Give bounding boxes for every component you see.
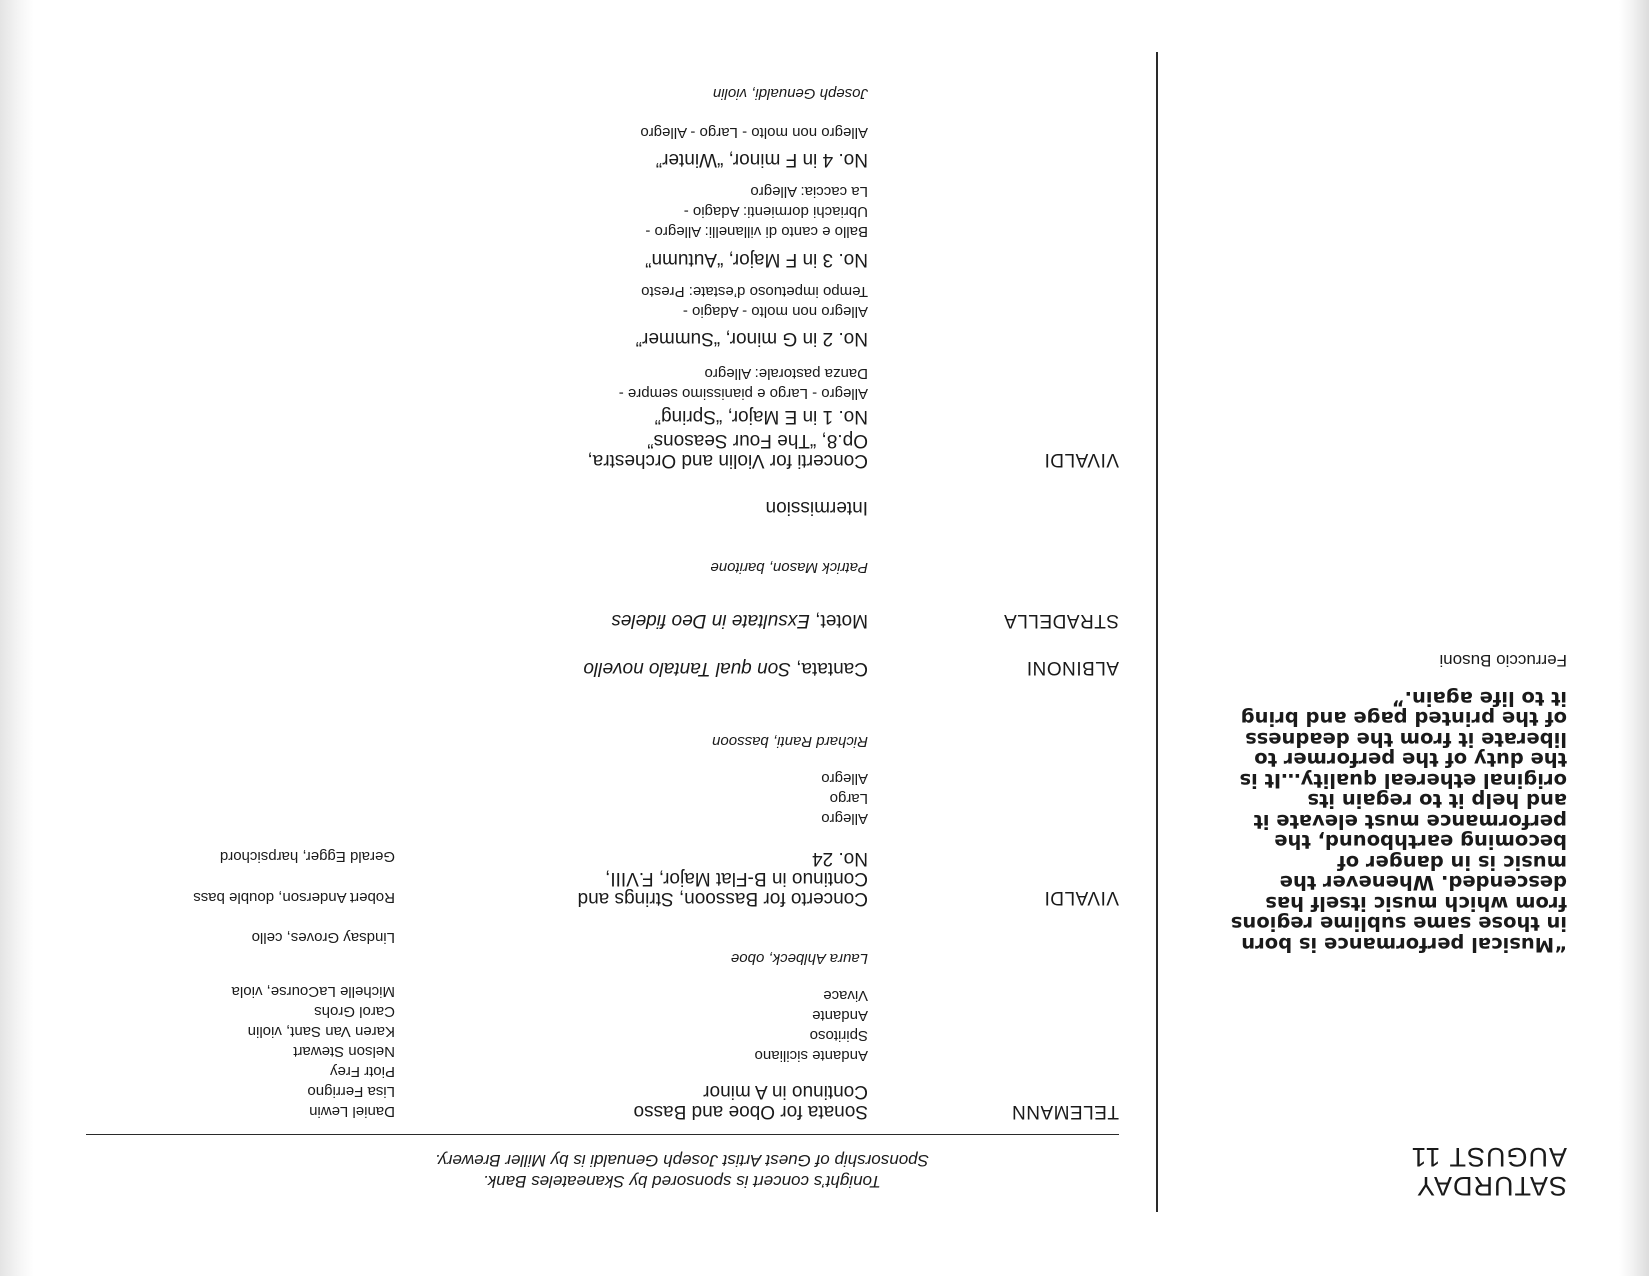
autumn-title: No. 3 in F Major, “Autumn” (645, 249, 868, 270)
ensemble-member: Gerald Egger, harpsichord (219, 848, 395, 865)
ensemble-member: Carol Grohs (314, 1003, 395, 1020)
movement: Andante siciliano (754, 1047, 868, 1064)
movement: Allegro (821, 770, 868, 787)
spring-movements (619, 363, 868, 403)
composer-vivaldi: VIVALDI (1044, 887, 1119, 908)
stradella-title (611, 610, 868, 630)
movement: Largo (829, 790, 868, 807)
autumn-movements (645, 181, 868, 241)
movement: Danza pastorale: Allegro (704, 365, 868, 382)
stradella-performer: Patrick Mason, baritone (710, 559, 868, 576)
stradella-title-work: Exsultate in Deo fideles (611, 610, 810, 631)
movement: Tempo impetuoso d’estate: Presto (641, 283, 868, 300)
vivaldi-bassoon-title-line-1: Concerto for Bassoon, Strings and (577, 888, 868, 909)
movement: Allegro non molto - Largo - Allegro (640, 124, 868, 141)
ensemble-member: Nelson Stewart (293, 1043, 395, 1060)
ensemble-member: Michelle LaCourse, viola (231, 983, 395, 1000)
movement: Ubriachi dormienti: Adagio - (683, 203, 868, 220)
vivaldi-bassoon-title-line-2: Continuo in B-Flat Major, F.VIII, (605, 868, 868, 889)
four-seasons-title-line-2: Op.8, “The Four Seasons” (647, 430, 868, 451)
column-divider (1156, 52, 1158, 1212)
movement: Spiritoso (809, 1027, 868, 1044)
ensemble-member: Piotr Frey (329, 1063, 395, 1080)
ensemble-member: Karen Van Sant, violin (247, 1023, 395, 1040)
composer-stradella: STRADELLA (1003, 610, 1119, 631)
four-seasons-title (587, 430, 868, 470)
telemann-title (634, 1081, 869, 1121)
movement: Allegro - Largo e pianissimo sempre - (618, 385, 868, 402)
spring-title: No. 1 in E Major, “Spring” (654, 406, 868, 427)
movement: Ballo e canto di villanelli: Allegro - (645, 223, 868, 240)
vivaldi-bassoon-title-line-3: No. 24 (812, 848, 868, 869)
ensemble-member: Daniel Lewin (309, 1103, 395, 1120)
composer-telemann: TELEMANN (1011, 1101, 1119, 1122)
sponsor-notes (435, 1150, 929, 1192)
telemann-performer: Laura Ahlbeck, oboe (730, 950, 868, 967)
summer-movements (641, 281, 868, 321)
quote-author: Ferruccio Busoni (1439, 651, 1567, 670)
albinoni-title-work: Son qual Tantalo novello (583, 658, 791, 679)
ensemble-member: Lisa Ferrigno (307, 1083, 395, 1100)
vivaldi-bassoon-performer: Richard Ranti, bassoon (712, 733, 868, 750)
concert-month-day: AUGUST 11 (1410, 1142, 1567, 1172)
movement: Allegro (821, 810, 868, 827)
stradella-title-prefix: Motet, (809, 610, 868, 631)
ensemble-list-upper (232, 981, 395, 1121)
ensemble-member: Lindsay Groves, cello (251, 929, 395, 946)
albinoni-title-prefix: Cantata, (790, 658, 868, 679)
sponsor-line-1: Tonight’s concert is sponsored by Skaneateles Bank. (483, 1172, 881, 1191)
intermission: Intermission (765, 497, 868, 518)
concert-date (1410, 1142, 1567, 1200)
telemann-movements (755, 985, 868, 1065)
four-seasons-title-line-1: Concerti for Violin and Orchestra, (587, 450, 868, 471)
summer-title: No. 2 in G minor, “Summer” (635, 328, 868, 349)
four-seasons-performer: Joseph Genualdi, violin (712, 85, 868, 102)
telemann-title-line-2: Continuo in A minor (703, 1081, 868, 1102)
composer-vivaldi-seasons: VIVALDI (1044, 449, 1119, 470)
movement: Vivace (823, 987, 868, 1004)
movement: Andante (812, 1007, 868, 1024)
composer-albinoni: ALBINONI (1026, 657, 1119, 678)
movement: La caccia: Allegro (750, 183, 868, 200)
albinoni-title (583, 658, 868, 678)
vivaldi-bassoon-title (578, 848, 868, 908)
winter-title: No. 4 in F minor, “Winter” (655, 149, 868, 170)
header-rule (86, 1134, 1119, 1135)
winter-movements (640, 122, 868, 142)
sponsor-line-2: Sponsorship of Guest Artist Joseph Genualdi is by Miller Brewery. (434, 1151, 929, 1170)
concert-day: SATURDAY (1415, 1171, 1567, 1201)
telemann-title-line-1: Sonata for Oboe and Basso (633, 1101, 868, 1122)
busoni-quote: “Musical performance is born in those same sublime regions from which music itself has descended. Whenever the music is in danger of becoming earthbound, the performance must elevate it and help it to regain its original ethereal quality…It is the duty of the performer to liberate it from the deadness of the printed page and bring it to life again.” (1230, 687, 1567, 956)
movement: Allegro non molto - Adagio - (682, 303, 868, 320)
ensemble-member: Robert Anderson, double bass (193, 889, 395, 906)
vivaldi-bassoon-movements (821, 768, 868, 828)
